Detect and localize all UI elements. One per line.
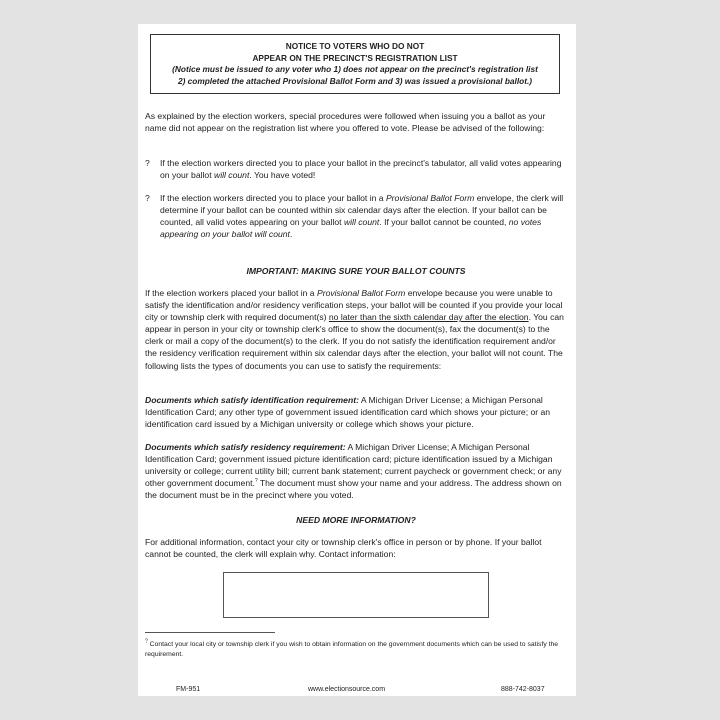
- residency-documents-label: Documents which satisfy residency requirement:: [145, 442, 346, 452]
- contact-information-box: [223, 572, 489, 618]
- document-page: [138, 24, 576, 696]
- bullet-marker: ?: [145, 193, 150, 203]
- bullet1-text: If the election workers directed you to place your ballot in the precinct's tabulator, all valid votes appearing on your ballot: [160, 158, 562, 181]
- important-heading: IMPORTANT: MAKING SURE YOUR BALLOT COUNTS: [246, 266, 466, 276]
- bullet2-text-e: . If your ballot cannot be counted,: [379, 217, 509, 228]
- notice-box: [150, 34, 560, 94]
- important-form-name: Provisional Ballot Form: [316, 288, 406, 298]
- footnote-reference: ?: [254, 478, 258, 485]
- notice-title-line1: NOTICE TO VOTERS WHO DO NOT: [285, 41, 425, 51]
- notice-title-line2: APPEAR ON THE PRECINCT'S REGISTRATION LIST: [252, 52, 458, 63]
- identification-documents-label: Documents which satisfy identification requirement:: [145, 395, 359, 405]
- bullet1-text-end: . You have voted!: [249, 170, 316, 181]
- residency-documents-text-end: The document must show your name and your address. The address shown on the document must be in the precinct where you voted.: [145, 478, 562, 501]
- more-information-paragraph: For additional information, contact your city or township clerk's office in person or by phone. If your ballot cannot be counted, the clerk will explain why. Contact information:: [145, 537, 542, 560]
- footnote: [145, 640, 567, 660]
- bullet2-will-count: will count: [343, 217, 380, 228]
- bullet-provisional-envelope: [145, 192, 567, 240]
- residency-documents-text: A Michigan Driver License; A Michigan Personal Identification Card; government issued picture identification card; picture identification issued by a Michigan university or college; current utility bill; current bank statement; current paycheck or government check; or any other government document.: [145, 442, 562, 489]
- important-text-e: . You can appear in person in your city or township clerk's office to show the document(s), fax the document(s) to the clerk or mail a copy of the document(s) to the clerk. If you do not satisfy the identification requirement and/or the residency verification requirement within six calendar days after the election, your ballot will not count. The following lists the types of documents you can use to satisfy the requirements:: [145, 312, 564, 371]
- notice-subtitle-line1: (Notice must be issued to any voter who 1) does not appear on the precinct's registration list: [172, 64, 538, 75]
- footnote-text: Contact your local city or township clerk if you wish to obtain information on the government documents which can be used to satisfy the requirement.: [145, 641, 559, 658]
- bullet2-form-name: Provisional Ballot Form: [385, 193, 475, 203]
- footnote-divider: [145, 632, 275, 633]
- bullet2-no-votes: no votes appearing on your ballot will count: [160, 217, 542, 240]
- bullet2-text-g: .: [289, 229, 293, 240]
- important-paragraph: [145, 287, 567, 372]
- bullet-marker: ?: [145, 158, 150, 168]
- important-text-a: If the election workers placed your ballot in a: [145, 288, 317, 298]
- identification-documents-paragraph: [145, 394, 567, 430]
- bullet1-emphasis: will count: [213, 170, 250, 181]
- important-deadline: no later than the sixth calendar day after the election: [328, 312, 529, 323]
- identification-documents-text: A Michigan Driver License; a Michigan Personal Identification Card; any other type of government issued identification card which shows your picture; or an identification card issued by a Michigan university or college which shows your picture.: [145, 395, 551, 430]
- website: www.electionsource.com: [308, 686, 386, 693]
- need-more-information-heading: NEED MORE INFORMATION?: [296, 515, 416, 525]
- important-text-c: envelope because you were unable to satisfy the identification and/or residency verification steps, your ballot will be counted if you provide your local city or township clerk with required document(s): [145, 288, 563, 323]
- phone-number: 888-742-8037: [501, 686, 545, 693]
- form-number: FM-951: [176, 686, 201, 693]
- bullet2-text-a: If the election workers directed you to place your ballot in a: [160, 193, 386, 203]
- footnote-marker: ?: [145, 638, 148, 645]
- bullet2-text-c: envelope, the clerk will determine if your ballot can be counted within six calendar days after the election. If your ballot can be counted, all valid votes appearing on your ballot: [160, 193, 564, 228]
- residency-documents-paragraph: [145, 441, 567, 501]
- notice-subtitle-line2: 2) completed the attached Provisional Ballot Form and 3) was issued a provisional ballot.): [177, 75, 533, 86]
- intro-paragraph: As explained by the election workers, special procedures were followed when issuing you a ballot as your name did not appear on the registration list where you offered to vote. Please be advised of the following:: [145, 111, 546, 134]
- bullet-tabulator: [145, 157, 567, 181]
